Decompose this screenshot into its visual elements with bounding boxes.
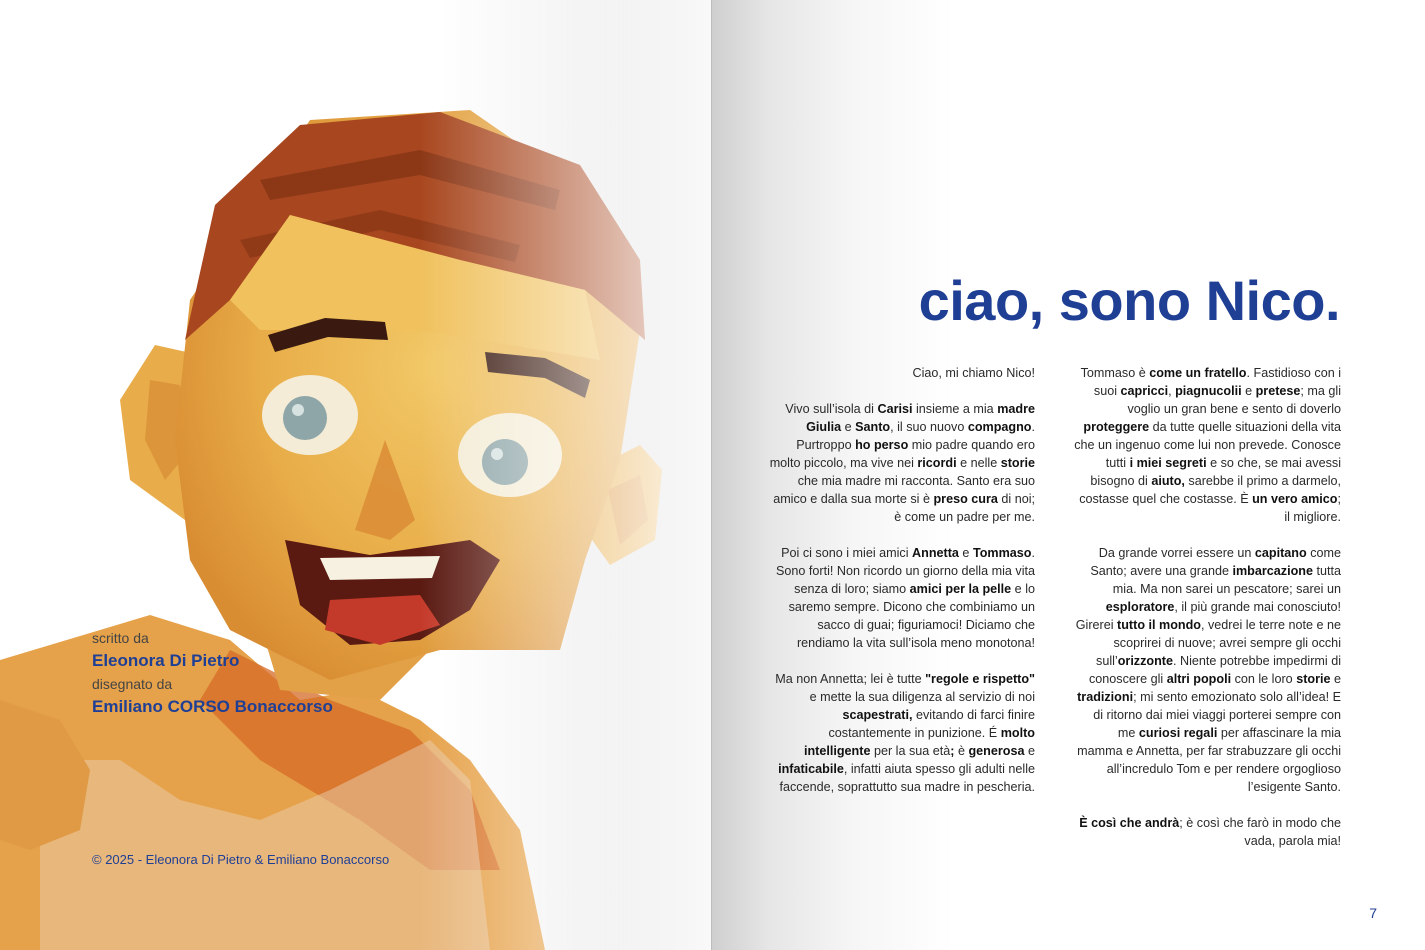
text-run: tutta mia. Ma non sarei un pescatore; sarei un — [1112, 564, 1341, 596]
bold-text: proteggere — [1083, 420, 1150, 434]
bold-text: pretese — [1255, 384, 1301, 398]
text-run: e — [958, 546, 973, 560]
bold-text: piagnucolii — [1175, 384, 1242, 398]
paragraph — [767, 544, 1035, 652]
copyright-notice: © 2025 - Eleonora Di Pietro & Emiliano Bonaccorso — [92, 852, 390, 867]
bold-text: tradizioni — [1077, 690, 1134, 704]
text-run: . Fastidioso con i suoi — [1093, 366, 1341, 398]
bold-text: altri popoli — [1166, 672, 1232, 686]
text-run: ; è così che farò in modo che vada, parola mia! — [1179, 816, 1341, 848]
text-run: ; mi sento emozionato solo all’idea! E di ritorno dai miei viaggi porterei sempre con me — [1093, 690, 1341, 740]
bold-text: storie — [1296, 672, 1331, 686]
paragraph — [1073, 544, 1341, 796]
page-title: ciao, sono Nico. — [918, 269, 1340, 332]
bold-text: imbarcazione — [1232, 564, 1313, 578]
bold-text: come un fratello — [1149, 366, 1247, 380]
text-run: è — [954, 744, 969, 758]
text-run: per affascinare la mia mamma e Annetta, per far strabuzzare gli occhi all’incredulo Tom e per rendere orgoglioso l’esigente Santo. — [1077, 726, 1341, 794]
text-run: insieme a mia — [912, 402, 998, 416]
bold-text: orizzonte — [1117, 654, 1173, 668]
credits-block — [92, 628, 333, 720]
bold-text: generosa — [968, 744, 1025, 758]
text-run: , — [1168, 384, 1176, 398]
bold-text: scapestrati, — [842, 708, 913, 722]
bold-text: Carisi — [877, 402, 913, 416]
text-column-left — [767, 364, 1035, 814]
text-run: Poi ci sono i miei amici — [781, 546, 913, 560]
text-run: Ma non Annetta; lei è tutte — [775, 672, 926, 686]
boy-illustration — [0, 0, 712, 950]
bold-text: infaticabile — [778, 762, 844, 776]
bold-text: compagno — [967, 420, 1032, 434]
text-column-right — [1073, 364, 1341, 868]
bold-text: curiosi regali — [1138, 726, 1218, 740]
text-run: per la sua età — [870, 744, 951, 758]
text-run: Tommaso è — [1080, 366, 1150, 380]
text-run: , infatti aiuta spesso gli adulti nelle faccende, soprattutto sua madre in pescheria. — [779, 762, 1035, 794]
text-run: Vivo sull’isola di — [785, 402, 878, 416]
text-run: e — [1241, 384, 1256, 398]
left-pupil-shine — [292, 404, 304, 416]
bold-text: ricordi — [917, 456, 957, 470]
bold-text: Tommaso — [972, 546, 1032, 560]
bold-text: molto intelligente — [803, 726, 1035, 758]
text-run: , il suo nuovo — [890, 420, 968, 434]
text-run: mio padre quando ero molto piccolo, ma vive nei — [769, 438, 1035, 470]
bold-text: tutto il mondo — [1117, 618, 1201, 632]
bold-text: storie — [1000, 456, 1035, 470]
bold-text: madre Giulia — [806, 402, 1035, 434]
bold-text: È così che andrà — [1079, 816, 1180, 830]
bold-text: aiuto, — [1151, 474, 1185, 488]
text-run: e — [1024, 744, 1035, 758]
text-run: evitando di farci finire costantemente in punizione. É — [828, 708, 1035, 740]
bold-text: capricci — [1120, 384, 1169, 398]
bold-text: i miei segreti — [1129, 456, 1207, 470]
text-run: come Santo; avere una grande — [1090, 546, 1341, 578]
text-run: ; il migliore. — [1284, 492, 1341, 524]
bold-text: capitano — [1254, 546, 1307, 560]
text-run: che mia madre mi racconta. Santo era suo amico e dalla sua morte si è — [773, 474, 1035, 506]
bold-text: "regole e rispetto" — [925, 672, 1035, 686]
text-run: e so che, se mai avessi bisogno di — [1090, 456, 1341, 488]
left-iris — [283, 396, 327, 440]
illustrator-name: Emiliano CORSO Bonaccorso — [92, 697, 333, 716]
text-run: e mette la sua diligenza al servizio di noi — [809, 690, 1035, 704]
bold-text: amici per la pelle — [909, 582, 1012, 596]
paragraph — [1073, 814, 1341, 850]
bold-text: Annetta — [912, 546, 959, 560]
written-by-label: scritto da — [92, 630, 149, 646]
page-number: 7 — [1369, 905, 1377, 921]
text-run: Ciao, mi chiamo Nico! — [912, 366, 1035, 380]
text-run: di noi; è come un padre per me. — [894, 492, 1035, 524]
left-page — [0, 0, 712, 950]
bold-text: preso cura — [933, 492, 998, 506]
bold-text: ; — [950, 744, 955, 758]
text-run: sarebbe il primo a darmelo, costasse quel che costasse. È — [1079, 474, 1341, 506]
bold-text: esploratore — [1105, 600, 1175, 614]
text-run: e lo saremo sempre. Dicono che combiniamo un sacco di guai; figuriamoci! Diciamo che rendiamo la vita sull’isola meno monotona! — [788, 582, 1035, 650]
bold-text: ho perso — [855, 438, 909, 452]
text-run: . Niente potrebbe impedirmi di conoscere gli — [1089, 654, 1341, 686]
text-run: . Purtroppo — [796, 420, 1035, 452]
text-run: con le loro — [1231, 672, 1297, 686]
paragraph — [767, 400, 1035, 526]
illustrated-by-label: disegnato da — [92, 676, 173, 692]
text-run: ; ma gli voglio un gran bene e sento di doverlo — [1127, 384, 1341, 416]
paragraph — [1073, 364, 1341, 526]
text-run: , il più grande mai conosciuto! Girerei — [1075, 600, 1341, 632]
text-run: Da grande vorrei essere un — [1098, 546, 1255, 560]
text-run: e — [1330, 672, 1341, 686]
bold-text: un vero amico — [1252, 492, 1338, 506]
text-run: , vedrei le terre note e ne scoprirei di nuove; avrei sempre gli occhi sull’ — [1096, 618, 1341, 668]
text-run: e — [841, 420, 856, 434]
text-run: da tutte quelle situazioni della vita che un ingenuo come lui non prevede. Conosce tutti — [1074, 420, 1341, 470]
author-name: Eleonora Di Pietro — [92, 651, 240, 670]
text-run: e nelle — [956, 456, 1001, 470]
bold-text: Santo — [855, 420, 891, 434]
text-run: . Sono forti! Non ricordo un giorno della mia vita senza di loro; siamo — [775, 546, 1035, 596]
paragraph — [767, 364, 1035, 382]
paragraph — [767, 670, 1035, 796]
